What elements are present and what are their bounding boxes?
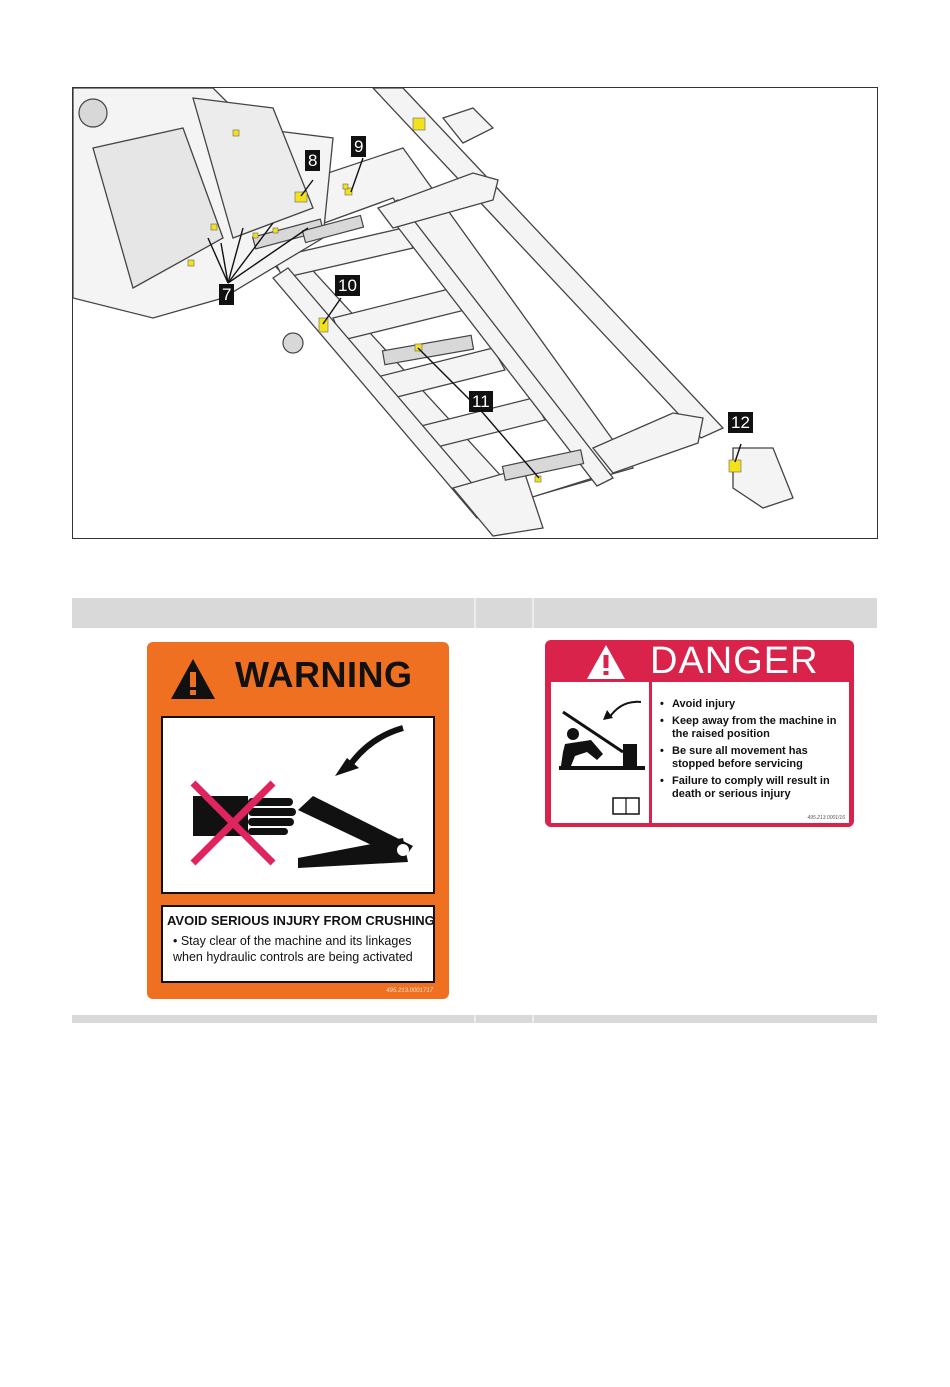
- warning-heading: AVOID SERIOUS INJURY FROM CRUSHING: [167, 913, 435, 928]
- raised-machine-hazard-icon: [551, 682, 649, 823]
- crush-hazard-pictogram: [161, 716, 435, 894]
- danger-list: [658, 698, 844, 805]
- machine-frame-drawing: [73, 88, 877, 538]
- callout-11: 11: [469, 391, 493, 412]
- danger-pictogram-panel: [551, 682, 649, 823]
- danger-part-number: 495.213.0001/16: [807, 815, 845, 821]
- warning-message-box: [161, 905, 435, 983]
- warning-title: WARNING: [235, 654, 413, 695]
- danger-item: • Avoid injury: [658, 698, 844, 711]
- callout-8: 8: [305, 150, 320, 171]
- warning-part-number: 495.213.0001717: [386, 988, 433, 994]
- callout-7: 7: [219, 284, 234, 305]
- danger-title: DANGER: [650, 640, 819, 682]
- decal-table-header: [72, 598, 877, 628]
- danger-item: • Keep away from the machine in the raised position: [658, 715, 844, 741]
- callout-9: 9: [351, 136, 366, 157]
- warning-body: • Stay clear of the machine and its linkages when hydraulic controls are being activated: [173, 934, 413, 964]
- crushing-hand-icon: [163, 718, 433, 892]
- warning-triangle-icon: [169, 657, 217, 701]
- callout-10: 10: [335, 275, 360, 296]
- danger-triangle-icon: [585, 643, 627, 681]
- warning-decal: [147, 642, 449, 999]
- danger-message-panel: [652, 682, 849, 823]
- danger-item: • Be sure all movement has stopped before servicing: [658, 745, 844, 771]
- machine-illustration: [72, 87, 878, 539]
- callout-12: 12: [728, 412, 753, 433]
- danger-item: • Failure to comply will result in death or serious injury: [658, 775, 844, 801]
- decal-table-footer: [72, 1015, 877, 1023]
- danger-decal: [545, 640, 854, 827]
